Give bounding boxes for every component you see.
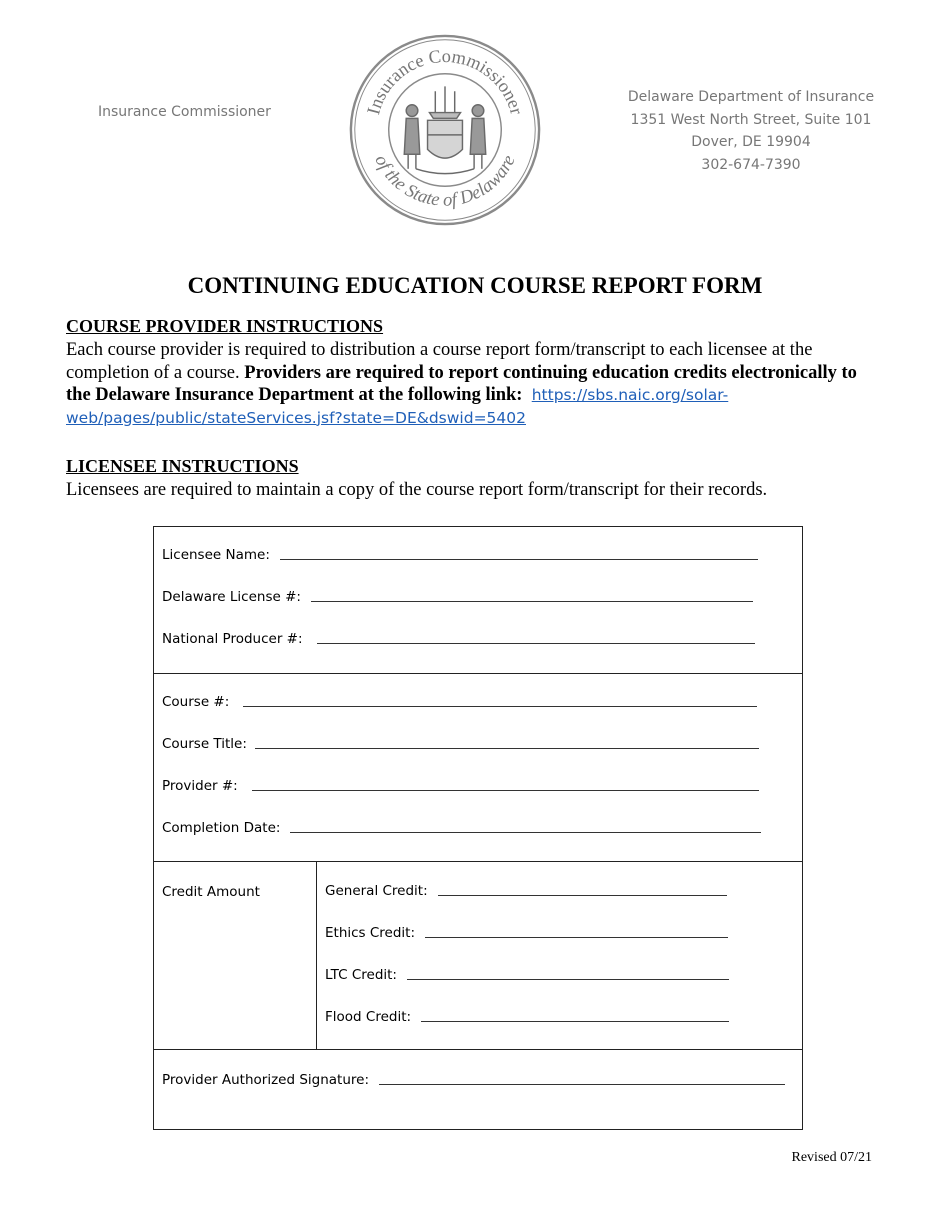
course-title-line[interactable] <box>255 747 759 749</box>
provider-number-label: Provider #: <box>162 778 238 794</box>
course-number-line[interactable] <box>243 705 757 707</box>
delaware-license-label: Delaware License #: <box>162 589 301 605</box>
licensee-name-field[interactable] <box>162 547 758 563</box>
address-line: 1351 West North Street, Suite 101 <box>630 111 872 128</box>
provider-instructions-body: Each course provider is required to distribution a course report form/transcript to each licensee at the completion of a course. <box>66 340 813 383</box>
credit-amount-label: Credit Amount <box>162 884 260 900</box>
section-divider <box>154 861 802 862</box>
flood-credit-label: Flood Credit: <box>325 1009 412 1025</box>
completion-date-label: Completion Date: <box>162 820 281 836</box>
ethics-credit-label: Ethics Credit: <box>325 925 416 941</box>
naic-link[interactable]: https://sbs.naic.org/solar-web/pages/public/stateServices.jsf?state=DE&dswid=5402 <box>66 386 729 427</box>
state-seal-logo <box>348 33 542 227</box>
ltc-credit-label: LTC Credit: <box>325 967 397 983</box>
provider-signature-field[interactable] <box>162 1072 785 1088</box>
provider-instructions-text <box>66 339 881 429</box>
provider-instructions-heading: COURSE PROVIDER INSTRUCTIONS <box>66 316 384 336</box>
national-producer-field[interactable] <box>162 631 755 647</box>
completion-date-line[interactable] <box>290 831 761 833</box>
form-title: CONTINUING EDUCATION COURSE REPORT FORM <box>187 273 763 298</box>
course-number-label: Course #: <box>162 694 230 710</box>
delaware-license-field[interactable] <box>162 589 753 605</box>
address-line: Dover, DE 19904 <box>691 134 811 150</box>
address-line: 302-674-7390 <box>701 156 801 173</box>
header-left-title: Insurance Commissioner <box>98 104 271 120</box>
licensee-name-label: Licensee Name: <box>162 547 270 563</box>
licensee-instructions-heading: LICENSEE INSTRUCTIONS <box>66 456 299 476</box>
svg-text:Insurance Commissioner: Insurance Commissioner <box>363 46 527 117</box>
completion-date-field[interactable] <box>162 820 761 836</box>
general-credit-field[interactable] <box>325 883 727 899</box>
general-credit-label: General Credit: <box>325 883 428 899</box>
course-number-field[interactable] <box>162 694 757 710</box>
provider-signature-line[interactable] <box>379 1083 785 1085</box>
section-divider <box>154 673 802 674</box>
ethics-credit-field[interactable] <box>325 925 728 941</box>
course-title-label: Course Title: <box>162 736 247 752</box>
address-line: Delaware Department of Insurance <box>627 89 875 105</box>
header-address <box>610 86 892 176</box>
provider-number-line[interactable] <box>252 789 759 791</box>
provider-instructions-bold: Providers are required to report continuing education credits electronically to the Delaware Insurance Department at the following link: <box>66 362 857 405</box>
general-credit-line[interactable] <box>438 894 727 896</box>
credit-column-divider <box>316 861 317 1049</box>
provider-signature-label: Provider Authorized Signature: <box>162 1072 370 1088</box>
ltc-credit-field[interactable] <box>325 967 729 983</box>
ethics-credit-line[interactable] <box>425 936 728 938</box>
flood-credit-line[interactable] <box>421 1020 729 1022</box>
ltc-credit-line[interactable] <box>407 978 729 980</box>
svg-text:of the State of Delaware: of the State of Delaware <box>371 151 519 210</box>
report-form-box <box>153 526 803 1130</box>
course-title-field[interactable] <box>162 736 759 752</box>
revision-date: Revised 07/21 <box>791 1150 872 1165</box>
national-producer-label: National Producer #: <box>162 631 303 647</box>
flood-credit-field[interactable] <box>325 1009 729 1025</box>
section-divider <box>154 1049 802 1050</box>
licensee-instructions-text: Licensees are required to maintain a copy of the course report form/transcript for their records. <box>66 480 768 500</box>
delaware-license-line[interactable] <box>311 600 753 602</box>
licensee-name-line[interactable] <box>280 558 758 560</box>
provider-number-field[interactable] <box>162 778 759 794</box>
national-producer-line[interactable] <box>317 642 755 644</box>
